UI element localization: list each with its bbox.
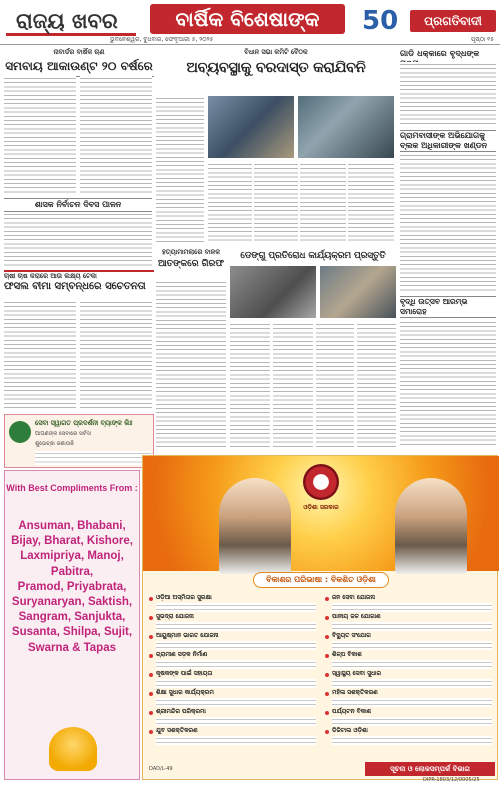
- ad-code-left: DAD/L-49: [149, 766, 173, 772]
- center-text-col-4: [300, 162, 346, 244]
- ad-code-right: DIPR-1803/12/0005/25: [423, 777, 480, 783]
- page-number: ପୃଷ୍ଠା ୧୫: [470, 36, 494, 43]
- center-text-col-5: [348, 162, 394, 244]
- mid-center-head: ହତ୍ୟାମାମଲାରେ ବାଳକ ଆତଙ୍କରେ ଗିରଫ: [157, 248, 225, 269]
- greeting-ad: [4, 470, 140, 780]
- event-photo-1: [230, 266, 316, 318]
- mid-right-text-2: [273, 322, 313, 448]
- center-text-col-2: [208, 162, 252, 244]
- dateline: ଭୁବନେଶ୍ୱର, ବୁଧବାର, ଫେବୃଆରୀ ୫, ୨୦୨୫ ପୃଷ୍ଠା ୧୫: [0, 36, 500, 45]
- left-story: [4, 48, 154, 77]
- right-headline-1: ଗାଡି ଧକ୍କାରେ ବୃଦ୍ଧଙ୍କ: [400, 48, 496, 69]
- right-headline-2: ଗ୍ରାମବାସୀଙ୍କ ଅଭିଯୋଗକୁ ବ୍ଲକ ଅଧିକାରୀଙ୍କ ଖଣ୍ଡନ: [400, 130, 496, 152]
- left-headline: ସମବାୟ ଆକାଉଣ୍ଟ ୨୦ ବର୍ଷରେ: [4, 59, 154, 77]
- greeting-names: Ansuman, Bhabani, Bijay, Bharat, Kishore, Laxmipriya, Manoj, Pabitra, Pramod, Priyabrata, Suryanaryan, Saktish, Sangram, Sanjukta, Susanta, Shilpa, Sujit, Swarna & Tapas: [11, 520, 133, 654]
- mid-left-text-1: [4, 300, 76, 410]
- leader-portrait-left: [219, 478, 291, 574]
- event-photo-2: [320, 266, 396, 318]
- mid-right-text-3: [316, 322, 354, 448]
- mid-right-text-4: [357, 322, 396, 448]
- mid-right-text-1: [230, 322, 270, 448]
- bank-ad: ସେବା ସ୍ୱାଗତ ପ୍ରଦର୍ଶନୀ ବ୍ୟାଙ୍କ ଲିଃ ଆପଣଙ୍କ ସେବାରେ ସର୍ବଦା ଶୁଭେଚ୍ଛା ଜଣାଉଛି: [4, 414, 154, 468]
- meeting-photo-1: [208, 96, 294, 158]
- meeting-photo-2: [298, 96, 394, 158]
- odisha-emblem-icon: [303, 464, 339, 500]
- center-text-col-3: [254, 162, 298, 244]
- government-ad: ଓଡ଼ିଶା ସରକାର ବିକାଶର ପରିଭାଷା : ବିକଶିତ ଓଡ଼ିଶା ଓଡ଼ିଆ ଅସ୍ମିତାର ସୁରକ୍ଷା ସୁଭଦ୍ରା ଯୋଜନା ଆୟୁଷ୍ମାନ ଭାରତ ଯୋଜନା ଗ୍ରାମୀଣ ସଡ଼କ ନିର୍ମାଣ କୃଷକଙ୍କ ପାଇଁ ସହାୟତା ଶିକ୍ଷା ସୁଧାର କାର୍ଯ୍ୟକ୍ରମ ଶ୍ରୀମନ୍ଦିର ପରିକ୍ରମା ଯୁବ ସଶକ୍ତିକରଣ ଜନ ସେବା ଯୋଜନା ପାନୀୟ ଜଳ ଯୋଗାଣ ବିଦ୍ୟୁତ ସଂଯୋଗ ଶିଳ୍ପ ବିକାଶ ସ୍ୱାସ୍ଥ୍ୟ ସେବା ସୁଧାର ମହିଳା ସଶକ୍ତିକରଣ ପର୍ଯ୍ୟଟନ ବିକାଶ ଡିଜିଟାଲ ଓଡ଼ିଶା DAD/L-49 ସୂଚନା ଓ ଲୋକସମ୍ପର୍କ ବିଭାଗ DIPR-1803/12/0005/25: [142, 455, 498, 780]
- center-text-col-1: [156, 96, 204, 244]
- mid-right-headline: ଡେଙ୍ଗୁ ପ୍ରତିରୋଧ କାର୍ଯ୍ୟକ୍ରମ ପ୍ରସ୍ତୁତି: [240, 251, 386, 261]
- center-top-head: ବିଧାନ ସଭା କମିଟି ବୈଠକ ଅବ୍ୟବସ୍ଥାକୁ ବରଦାସ୍ତ କରାଯିବନି: [156, 48, 396, 96]
- left-story2-text: [4, 212, 152, 266]
- section-title: ରାଜ୍ୟ ଖବର: [6, 6, 136, 36]
- ad-tagline: ବିକାଶର ପରିଭାଷା : ବିକଶିତ ଓଡ଼ିଶା: [253, 572, 389, 588]
- greeting-heading: With Best Compliments From :: [6, 483, 138, 493]
- leader-portrait-right: [395, 478, 467, 574]
- ad-left-points: ଓଡ଼ିଆ ଅସ୍ମିତାର ସୁରକ୍ଷା ସୁଭଦ୍ରା ଯୋଜନା ଆୟୁଷ୍ମାନ ଭାରତ ଯୋଜନା ଗ୍ରାମୀଣ ସଡ଼କ ନିର୍ମାଣ କୃଷକଙ୍କ ପାଇଁ ସହାୟତା ଶିକ୍ଷା ସୁଧାର କାର୍ଯ୍ୟକ୍ରମ ଶ୍ରୀମନ୍ଦିର ପରିକ୍ରମା ଯୁବ ସଶକ୍ତିକରଣ: [149, 594, 319, 746]
- left-story-text-1: [4, 76, 76, 194]
- left-story2-headline: ଶାସକ ନିର୍ବାଚନ ଦିବସ ପାଳନ: [4, 198, 152, 212]
- mid-left-text-2: [80, 300, 152, 410]
- folded-hands-icon: [49, 727, 97, 771]
- newspaper-brand: ପ୍ରଗତିବାଦୀ: [410, 10, 496, 32]
- left-story-text-2: [80, 76, 152, 194]
- anniversary-logo: 50: [362, 6, 399, 36]
- mid-left-headline: ଫସଲ ବୀମା ସମ୍ବନ୍ଧରେ ସଚେତନତା: [4, 281, 146, 292]
- right-text-1: [400, 62, 496, 126]
- special-issue-title: ବାର୍ଷିକ ବିଶେଷାଙ୍କ: [150, 4, 345, 34]
- bank-logo-icon: [9, 421, 31, 443]
- ad-footer: ସୂଚନା ଓ ଲୋକସମ୍ପର୍କ ବିଭାଗ: [365, 762, 495, 776]
- right-text-3: [400, 320, 496, 448]
- right-headline-3: ବୃଦ୍ଧି ଉତ୍ସବ ଆରମ୍ଭ ସମାରୋହ: [400, 296, 496, 318]
- left-kicker: ନାବାର୍ଡର ବାର୍ଷିକ ଋଣ: [53, 48, 105, 56]
- right-text-2: [400, 153, 496, 293]
- mid-center-text: [156, 280, 226, 448]
- center-headline: ଅବ୍ୟବସ୍ଥାକୁ ବରଦାସ୍ତ କରାଯିବନି: [186, 60, 366, 76]
- ad-right-points: ଜନ ସେବା ଯୋଜନା ପାନୀୟ ଜଳ ଯୋଗାଣ ବିଦ୍ୟୁତ ସଂଯୋଗ ଶିଳ୍ପ ବିକାଶ ସ୍ୱାସ୍ଥ୍ୟ ସେବା ସୁଧାର ମହିଳା ସଶକ୍ତିକରଣ ପର୍ଯ୍ୟଟନ ବିକାଶ ଡିଜିଟାଲ ଓଡ଼ିଶା: [325, 594, 495, 746]
- mid-left-head: ଚାଷୀ ଚାଷ କରାରେ ଆଉ ଲକ୍ଷ୍ୟ ଟେକା ଫସଲ ବୀମା ସମ୍ବନ୍ଧରେ ସଚେତନତା: [4, 270, 154, 298]
